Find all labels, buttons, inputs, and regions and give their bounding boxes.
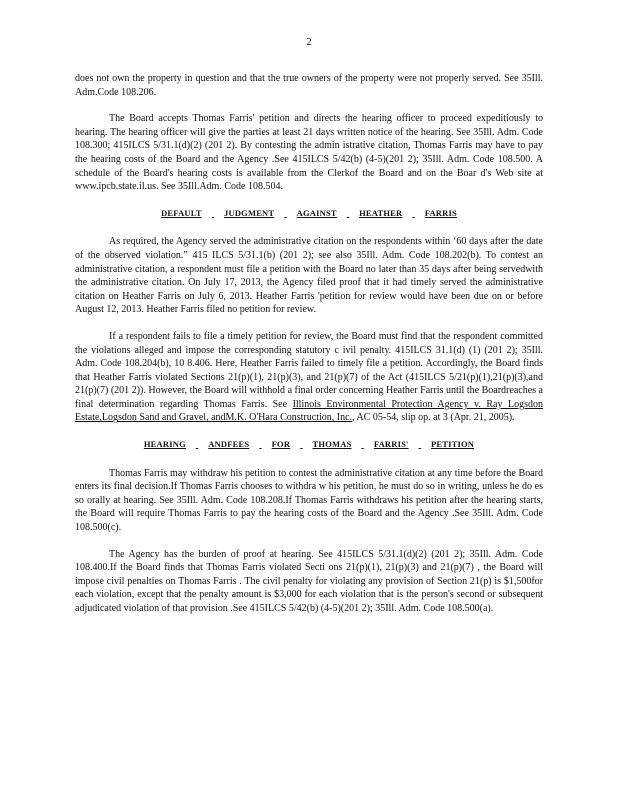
heading-word: PETITION xyxy=(430,439,475,450)
paragraph-withdraw-petition: Thomas Farris may withdraw his petition to contest the administrative citation at any time before the Board enters its final decision.If Thomas Farris chooses to withdra w his petition, he must do so in writing, unless he do es so orally at hearing. See 35Ill. Adm. Code 108.208.If Thomas Farris withdraws his petition after the hearing starts, the Board will require Thomas Farris to pay the hearing costs of the Board and the Agency .See 35Ill. Adm. Code 108.500(c). xyxy=(75,467,543,534)
heading-word: AGAINST xyxy=(296,207,337,218)
heading-word: FOR xyxy=(271,439,291,450)
paragraph-continued: does not own the property in question and that the true owners of the property were not properly served. See 35Ill. Adm.Code 108.206. xyxy=(75,73,543,98)
heading-word: ANDFEES xyxy=(208,439,250,450)
page-number: 2 xyxy=(306,36,312,48)
heading-word: THOMAS xyxy=(312,439,352,450)
case-citation: Illinois Environmental Protection Agency v. Ray Logsdon Estate,Logsdon Sand and Gravel, andM.K. O'Hara Construction, Inc. xyxy=(75,398,544,424)
heading-word: DEFAULT xyxy=(161,207,202,218)
heading-word: FARRIS' xyxy=(373,439,409,450)
section-heading-default-judgment xyxy=(75,207,543,221)
document-body xyxy=(75,72,543,629)
paragraph-failure-to-file xyxy=(75,330,543,425)
heading-word: HEARING xyxy=(143,439,186,450)
heading-word: HEATHER xyxy=(359,207,403,218)
heading-word: FARRIS xyxy=(424,207,457,218)
paragraph-burden-of-proof: The Agency has the burden of proof at hearing. See 415ILCS 5/31.1(d)(2) (201 2); 35Ill. Adm. Code 108.400.If the Board finds that Thomas Farris violated Secti ons 21(p)(1), 21(p)(3) and 21(p)(7) , the Board will impose civil penalties on Thomas Farris . The civil penalty for violating any provision of Section 21(p) is $1,500for each violation, except that the penalty amount is $3,000 for each violation that is the person's second or subsequent adjudicated violation of that provision .See 415ILCS 5/42(b) (4-5)(201 2); 35Ill. Adm. Code 108.500(a). xyxy=(75,548,543,614)
heading-word: JUDGMENT xyxy=(224,207,275,218)
paragraph-text: , AC 05-54, slip op. at 3 (Apr. 21, 2005). xyxy=(352,412,515,424)
paragraph-hearing-accepted: The Board accepts Thomas Farris' petition and directs the hearing officer to proceed expeditiously to hearing. The hearing officer will give the parties at least 21 days written notice of the hearing. See 35Ill. Adm. Code 108.300; 415ILCS 5/31.1(d)(2) (201 2). By contesting the admin istrative citation, Thomas Farris may have to pay the hearing costs of the Board and the Agency .See 415ILCS 5/42(b) (4-5)(201 2); 35Ill. Adm. Code 108.500. A schedule of the Board's hearing costs is available from the Clerkof the Board and on the Boar d's Web site at www.ipcb.state.il.us. See 35Ill.Adm. Code 108.504. xyxy=(75,113,543,193)
section-heading-hearing-fees xyxy=(75,438,543,452)
paragraph-service: As required, the Agency served the administrative citation on the respondents within ‘60 days after the date of the observed violation.” 415 ILCS 5/31.1(b) (201 2); see also 35Ill. Adm. Code 108.202(b). To contest an administrative citation, a respondent must file a petition with the Board no later than 35 days after being servedwith the administrative citation. On July 17, 2013, the Agency filed proof that it had timely served the administrative citation on Heather Farris on July 6, 2013. Heather Farris 'petition for review would have been due on or before August 12, 2013. Heather Farris filed no petition for review. xyxy=(75,236,543,316)
paragraph-text: If a respondent fails to file a timely petition for review, the Board must find that the respondent committed the violations alleged and impose the corresponding statutory c ivil penalty. 415ILCS 31.1(d) (1) (201 2); 35Ill. Adm. Code 108.204(b), 10 8.406. Here, Heather Farris failed to timely file a petition. Accordingly, the Board finds that Heather Farris violated Sections 21(p)(1), 21(p)(3), and 21(p)(7) of the Act (415ILCS 5/21(p)(1),21(p)(3),and 21(p)(7) (201 2)). However, the Board will withhold a final order concerning Heather Farris until the Boardreaches a final determination regarding Thomas Farris. See xyxy=(75,330,543,410)
